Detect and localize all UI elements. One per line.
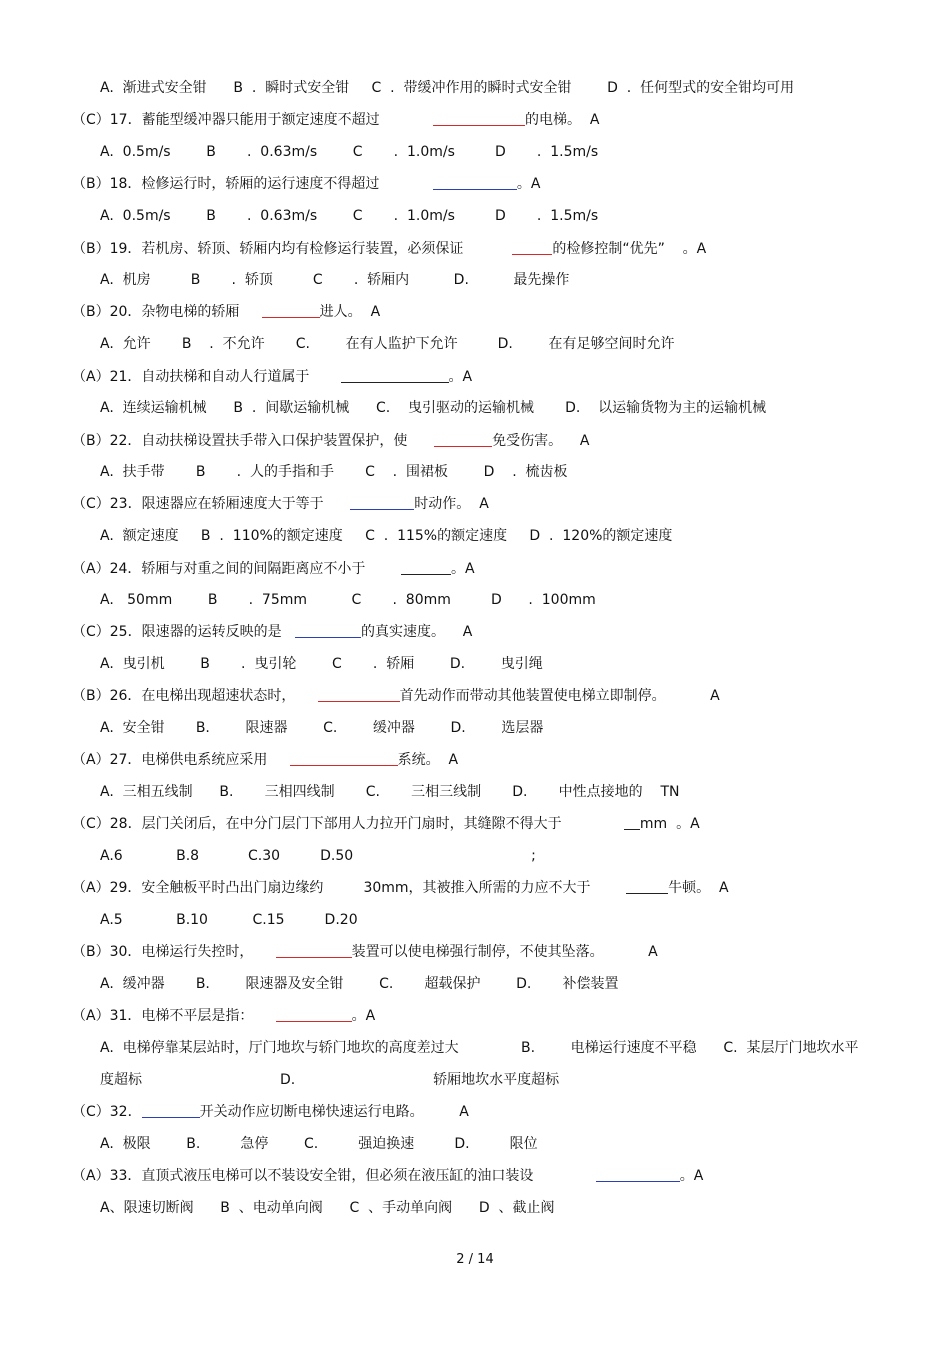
option-line: A. 允许 B . 不允许 C. 在有人监护下允许 D. 在有足够空间时允许 [100, 336, 675, 352]
answer-blank [276, 943, 352, 958]
answer-blank [433, 175, 517, 190]
answer-blank [295, 623, 361, 638]
page-number: 2 / 14 [456, 1252, 494, 1267]
option-line: A. 缓冲器 B. 限速器及安全钳 C. 超载保护 D. 补偿装置 [100, 976, 619, 992]
answer-blank [350, 495, 414, 510]
question-29: （A）29．安全触板平时凸出门扇边缘约 30mm，其被推入所需的力应不大于 牛顿。 A [72, 880, 729, 896]
answer-blank [142, 1103, 200, 1118]
answer-blank [626, 879, 668, 894]
question-26: （B）26．在电梯出现超速状态时， 首先动作而带动其他装置使电梯立即制停。 A [72, 688, 720, 704]
option-line: A. 三相五线制 B. 三相四线制 C. 三相三线制 D. 中性点接地的 TN [100, 784, 680, 800]
option-line: A.6 B.8 C.30 D.50 ; [100, 848, 536, 864]
question-17: （C）17．蓄能型缓冲器只能用于额定速度不超过 的电梯。 A [72, 112, 600, 128]
answer-blank [262, 303, 320, 318]
answer-blank [276, 1007, 352, 1022]
question-20: （B）20．杂物电梯的轿厢 进人。 A [72, 304, 381, 320]
question-23: （C）23．限速器应在轿厢速度大于等于 时动作。 A [72, 496, 489, 512]
question-25: （C）25．限速器的运转反映的是 的真实速度。 A [72, 624, 473, 640]
question-21: （A）21．自动扶梯和自动人行道属于 。A [72, 369, 473, 385]
question-31: （A）31．电梯不平层是指： 。A [72, 1008, 376, 1024]
option-line: A、限速切断阀 B 、电动单向阀 C 、手动单向阀 D 、截止阀 [100, 1200, 555, 1216]
answer-blank [434, 432, 492, 447]
answer-blank [624, 815, 640, 830]
question-30: （B）30．电梯运行失控时， 装置可以使电梯强行制停，不使其坠落。 A [72, 944, 658, 960]
question-18: （B）18．检修运行时，轿厢的运行速度不得超过 。A [72, 176, 541, 192]
question-27: （A）27．电梯供电系统应采用 系统。 A [72, 752, 459, 768]
question-19: （B）19．若机房、轿顶、轿厢内均有检修运行装置，必须保证 的检修控制“优先” 。A [72, 241, 707, 257]
answer-blank [318, 687, 400, 702]
option-line: 度超标 D. 轿厢地坎水平度超标 [100, 1072, 560, 1088]
option-line: A. 渐进式安全钳 B . 瞬时式安全钳 C . 带缓冲作用的瞬时式安全钳 D . 任何型式的安全钳均可用 [100, 80, 795, 96]
option-line: A. 0.5m/s B . 0.63m/s C . 1.0m/s D . 1.5m/s [100, 208, 599, 224]
question-22: （B）22．自动扶梯设置扶手带入口保护装置保护，使 免受伤害。 A [72, 433, 590, 449]
option-line: A. 机房 B . 轿顶 C . 轿厢内 D. 最先操作 [100, 272, 570, 288]
option-line: A. 极限 B. 急停 C. 强迫换速 D. 限位 [100, 1136, 538, 1152]
option-line: A. 0.5m/s B . 0.63m/s C . 1.0m/s D . 1.5m/s [100, 144, 599, 160]
answer-blank [401, 560, 451, 575]
option-line: A. 连续运输机械 B . 间歇运输机械 C. 曳引驱动的运输机械 D. 以运输货物为主的运输机械 [100, 400, 767, 416]
option-line: A. 50mm B . 75mm C . 80mm D . 100mm [100, 592, 596, 608]
question-24: （A）24．轿厢与对重之间的间隔距离应不小于 。A [72, 561, 475, 577]
answer-blank [512, 240, 552, 255]
option-line: A.5 B.10 C.15 D.20 [100, 912, 358, 928]
option-line: A. 电梯停靠某层站时，厅门地坎与轿门地坎的高度差过大 B. 电梯运行速度不平稳 C. 某层厅门地坎水平 [100, 1040, 859, 1056]
option-line: A. 扶手带 B . 人的手指和手 C . 围裙板 D . 梳齿板 [100, 464, 568, 480]
answer-blank [596, 1167, 680, 1182]
option-line: A. 曳引机 B . 曳引轮 C . 轿厢 D. 曳引绳 [100, 656, 543, 672]
option-line: A. 额定速度 B . 110%的额定速度 C . 115%的额定速度 D . 120%的额定速度 [100, 528, 673, 544]
question-28: （C）28．层门关闭后，在中分门层门下部用人力拉开门扇时，其缝隙不得大于 mm 。A [72, 816, 700, 832]
answer-blank [433, 111, 525, 126]
question-33: （A）33．直顶式液压电梯可以不装设安全钳，但必须在液压缸的油口装设 。A [72, 1168, 704, 1184]
option-line: A. 安全钳 B. 限速器 C. 缓冲器 D. 选层器 [100, 720, 544, 736]
answer-blank [290, 751, 398, 766]
question-32: （C）32． 开关动作应切断电梯快速运行电路。 A [72, 1104, 469, 1120]
answer-blank [341, 368, 449, 383]
